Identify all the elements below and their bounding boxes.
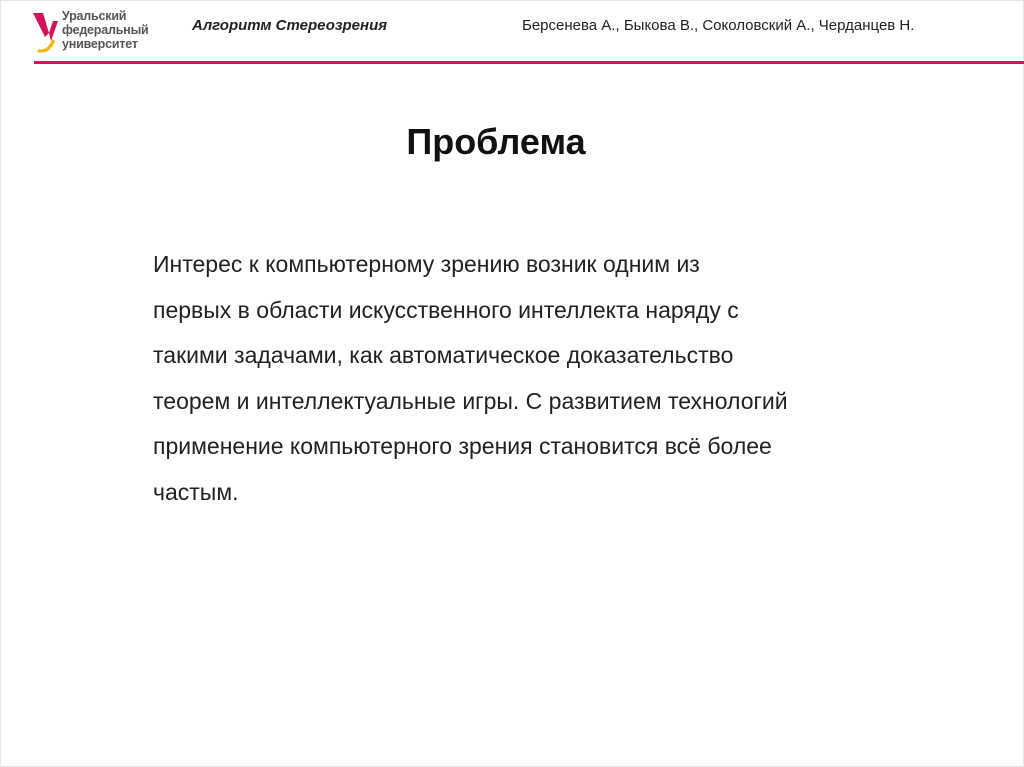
- body-line: теорем и интеллектуальные игры. С развитием технологий: [153, 387, 788, 414]
- body-line: первых в области искусственного интеллекта наряду с: [153, 296, 739, 323]
- urfu-logo-icon: [31, 11, 59, 53]
- body-line: частым.: [153, 478, 239, 505]
- presentation-title: Алгоритм Стереозрения: [192, 17, 388, 34]
- logo-line: Уральский: [62, 9, 127, 23]
- header-divider: [34, 61, 1024, 64]
- body-line: такими задачами, как автоматическое доказательство: [153, 342, 734, 368]
- slide-title: Проблема: [406, 121, 586, 162]
- authors: Берсенева А., Быкова В., Соколовский А., Черданцев Н.: [522, 17, 915, 34]
- university-logo: [31, 9, 171, 55]
- slide-body: [153, 242, 973, 515]
- body-line: Интерес к компьютерному зрению возник одним из: [153, 251, 700, 277]
- logo-line: федеральный: [62, 23, 149, 37]
- logo-text: [62, 9, 149, 51]
- logo-line: университет: [62, 37, 138, 51]
- body-line: применение компьютерного зрения становится всё более: [153, 433, 772, 459]
